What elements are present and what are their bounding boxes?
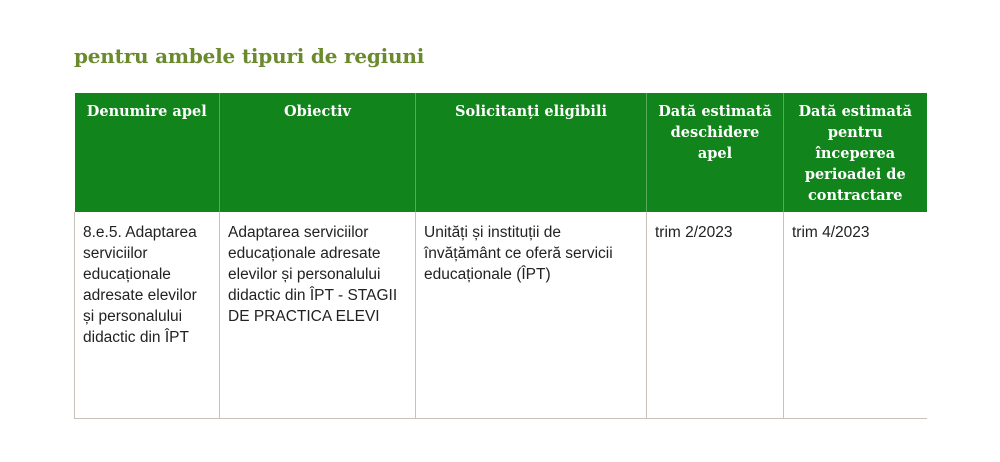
header-cell-objective: Obiectiv xyxy=(220,93,416,212)
table-row xyxy=(75,212,927,418)
cell-open-date: trim 2/2023 xyxy=(647,212,784,418)
cell-objective: Adaptarea serviciilor educaționale adresate elevilor și personalului didactic din ÎPT - STAGII DE PRACTICA ELEVI xyxy=(220,212,416,418)
cell-eligible-applicants: Unități și instituții de învățământ ce oferă servicii educaționale (ÎPT) xyxy=(416,212,647,418)
calls-table xyxy=(74,93,927,419)
table-header-row xyxy=(75,93,927,212)
section-heading: pentru ambele tipuri de regiuni xyxy=(74,44,425,68)
header-cell-contracting-date: Dată estimată pentru începerea perioadei de contractare xyxy=(784,93,927,212)
header-cell-open-date: Dată estimată deschidere apel xyxy=(647,93,784,212)
header-cell-call-name: Denumire apel xyxy=(75,93,220,212)
cell-contracting-date: trim 4/2023 xyxy=(784,212,927,418)
header-cell-eligible-applicants: Solicitanți eligibili xyxy=(416,93,647,212)
cell-call-name: 8.e.5. Adaptarea serviciilor educaționale adresate elevilor și personalului didactic din ÎPT xyxy=(75,212,220,418)
